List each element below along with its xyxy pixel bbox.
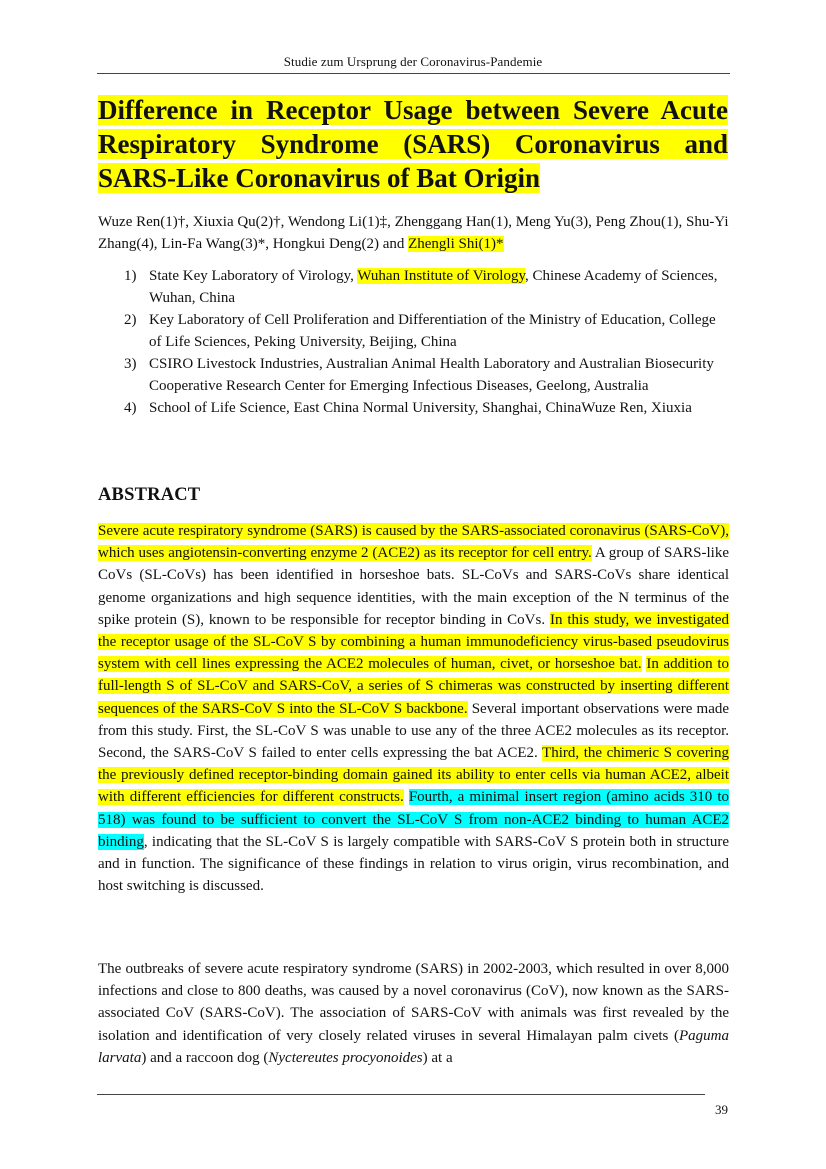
- paper-title: [98, 93, 728, 195]
- intro-text: ) at a: [422, 1049, 453, 1066]
- affiliation-text: CSIRO Livestock Industries, Australian Animal Health Laboratory and Australian Biosecurity Cooperative Research Center for Emerging Infectious Diseases, Geelong, Australia: [149, 356, 714, 394]
- highlight-yellow: Severe acute respiratory syndrome (SARS) is caused by the SARS-associated coronavirus (SARS-CoV), which uses angiotensin-converting enzyme 2 (ACE2) as its receptor for cell entry.: [98, 523, 729, 562]
- affiliation-item: [98, 309, 730, 353]
- abstract-heading: ABSTRACT: [98, 485, 201, 505]
- affiliation-list: [98, 265, 730, 419]
- species-name: Paguma larvata: [98, 1027, 729, 1066]
- authors-text: Wuze Ren(1)†, Xiuxia Qu(2)†, Wendong Li(1)‡, Zhenggang Han(1), Meng Yu(3), Peng Zhou(1), Shu-Yi Zhang(4), Lin-Fa Wang(3)*, Hongkui Deng(2) and: [98, 214, 729, 252]
- affiliation-number: 2): [124, 312, 137, 328]
- abstract-paragraph: [98, 520, 729, 897]
- page-number: 39: [715, 1102, 728, 1117]
- intro-paragraph: [98, 958, 729, 1069]
- highlight-yellow: Third, the chimeric S covering the previously defined receptor-binding domain gained its ability to enter cells via human ACE2, albeit with different efficiencies for different constructs.: [98, 745, 729, 806]
- corresponding-author: Zhengli Shi(1)*: [408, 236, 504, 252]
- author-list: [98, 211, 738, 255]
- highlight-yellow: In this study, we investigated the receptor usage of the SL-CoV S by combining a human immunodeficiency virus-based pseudovirus system with cell lines expressing the ACE2 molecules of human, civet, or horseshoe bat.: [98, 611, 729, 673]
- affiliation-text: School of Life Science, East China Normal University, Shanghai, ChinaWuze Ren, Xiuxia: [149, 400, 692, 416]
- footer-divider: [97, 1094, 705, 1095]
- highlight-yellow: In addition to full-length S of SL-CoV and SARS-CoV, a series of S chimeras was constructed by inserting different sequences of the SARS-CoV S into the SL-CoV S backbone.: [98, 656, 730, 717]
- affiliation-number: 1): [124, 268, 137, 284]
- affiliation-text: State Key Laboratory of Virology,: [149, 268, 358, 284]
- abstract-text: , indicating that the SL-CoV S is largely compatible with SARS-CoV S protein both in structure and in function. The significance of these findings in relation to virus origin, virus recombination, and host switching is discussed.: [98, 833, 729, 895]
- running-header: Studie zum Ursprung der Coronavirus-Pandemie: [283, 54, 543, 69]
- affiliation-institute-highlight: Wuhan Institute of Virology: [357, 268, 525, 284]
- header-divider: [97, 73, 730, 74]
- affiliation-number: 3): [124, 356, 137, 372]
- intro-text: ) and a raccoon dog (: [141, 1049, 269, 1066]
- affiliation-text: Key Laboratory of Cell Proliferation and Differentiation of the Ministry of Education, College of Life Sciences, Peking University, Beijing, China: [149, 312, 716, 350]
- abstract-text: A group of SARS-like CoVs (SL-CoVs) has been identified in horseshoe bats. SL-CoVs and SARS-CoVs share identical genome organizations and high sequence identities, with the main exception of the N terminus of the spike protein (S), known to be responsible for receptor binding in CoVs.: [98, 545, 729, 628]
- paper-title-text: Difference in Receptor Usage between Severe Acute Respiratory Syndrome (SARS) Coronavirus and SARS-Like Coronavirus of Bat Origin: [98, 95, 728, 193]
- affiliation-text-rest: , Chinese Academy of Sciences, Wuhan, China: [149, 268, 718, 306]
- affiliation-number: 4): [124, 400, 137, 416]
- species-name: Nyctereutes procyonoides: [268, 1049, 423, 1066]
- highlight-cyan: Fourth, a minimal insert region (amino acids 310 to 518) was found to be sufficient to convert the SL-CoV S from non-ACE2 binding to human ACE2 binding: [98, 789, 730, 850]
- affiliation-item: [98, 353, 730, 397]
- abstract-text: Several important observations were made from this study. First, the SL-CoV S was unable to use any of the three ACE2 molecules as its receptor. Second, the SARS-CoV S failed to enter cells expressing the bat ACE2.: [98, 700, 730, 762]
- affiliation-item: [98, 265, 730, 309]
- intro-text: The outbreaks of severe acute respiratory syndrome (SARS) in 2002-2003, which resulted in over 8,000 infections and close to 800 deaths, was caused by a novel coronavirus (CoV), now known as the SARS-associated CoV (SARS-CoV). The association of SARS-CoV with animals was first revealed by the isolation and identification of very closely related viruses in several Himalayan palm civets (: [98, 961, 729, 1044]
- affiliation-item: [98, 397, 730, 419]
